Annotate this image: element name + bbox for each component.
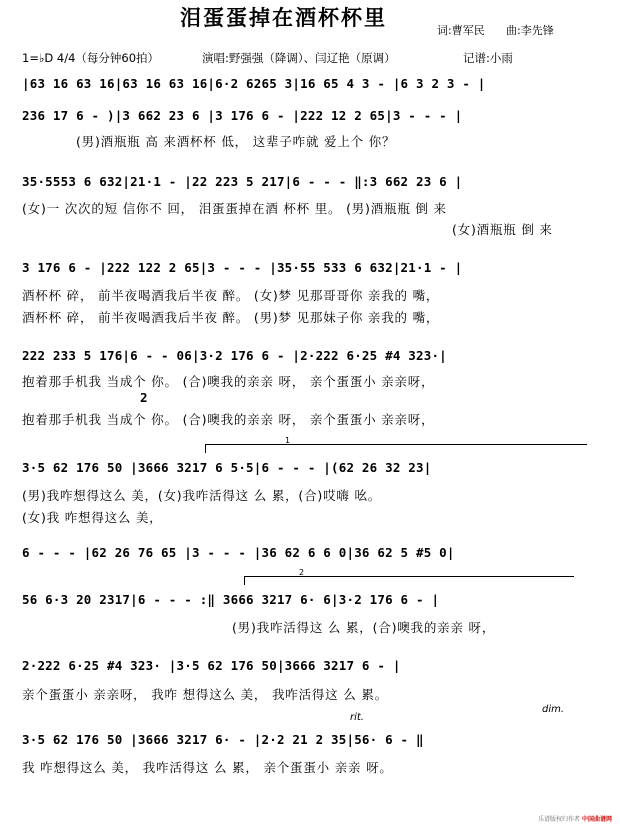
score-line-5: 222 233 5 176|6 - - 06|3·2 176 6 - |2·222 6·25 #4 323·| (22, 348, 447, 363)
lyric-line-6: 抱着那手机我 当成个 你。 (合)噢我的亲亲 呀， 亲个蛋蛋小 亲亲呀， (22, 374, 435, 389)
lyric-line-5: 酒杯杯 碎， 前半夜喝酒我后半夜 醉。 (男)梦 见那妹子你 亲我的 嘴， (22, 310, 440, 325)
lyric-line-11: 亲个蛋蛋小 亲亲呀， 我咋 想得这么 美， 我咋活得这 么 累。 (22, 687, 388, 702)
watermark-prefix: 乐谱版权归作者 (538, 816, 581, 823)
score-line-9: 2·222 6·25 #4 323· |3·5 62 176 50|3666 3217 6 - | (22, 658, 401, 673)
song-title: 泪蛋蛋掉在酒杯杯里 (180, 5, 387, 30)
lyricist-credit: 词:曹军民 (437, 24, 485, 37)
volta-bracket-1 (205, 436, 587, 445)
watermark (538, 814, 612, 823)
score-line-7: 6 - - - |62 26 76 65 |3 - - - |36 62 6 6 0|36 62 5 #5 0| (22, 545, 455, 560)
score-line-8: 56 6·3 20 2317|6 - - - :‖ 3666 3217 6· 6|3·2 176 6 - | (22, 592, 440, 607)
volta-number-2: 2 (299, 568, 305, 577)
lyric-line-9: (女)我 咋想得这么 美， (22, 510, 163, 525)
lyric-line-7: 抱着那手机我 当成个 你。 (合)噢我的亲亲 呀， 亲个蛋蛋小 亲亲呀， (22, 412, 435, 427)
lyric-line-2: (女)一 次次的短 信你不 回， 泪蛋蛋掉在酒 杯杯 里。 (男)酒瓶瓶 倒 来 (22, 201, 447, 216)
lyric-line-12: 我 咋想得这么 美， 我咋活得这 么 累， 亲个蛋蛋小 亲亲 呀。 (22, 760, 393, 775)
score-line-10: 3·5 62 176 50 |3666 3217 6· - |2·2 21 2 35|56· 6 - ‖ (22, 732, 424, 747)
singers-credit: 演唱:野强强（降调）、闫辽艳（原调） (202, 51, 396, 65)
dim-marking: dim. (542, 704, 565, 715)
transcriber-credit: 记谱:小雨 (463, 51, 513, 65)
rit-marking: rit. (350, 712, 364, 723)
lyric-line-4: 酒杯杯 碎， 前半夜喝酒我后半夜 醉。 (女)梦 见那哥哥你 亲我的 嘴， (22, 288, 440, 303)
key-tempo: 1=♭D 4/4（每分钟60拍） (22, 51, 160, 65)
watermark-site: 中国曲谱网 (581, 816, 612, 823)
score-line-6: 3·5 62 176 50 |3666 3217 6 5·5|6 - - - |(62 26 32 23| (22, 460, 432, 475)
lyric-line-10: (男)我咋活得这 么 累，(合)噢我的亲亲 呀， (232, 620, 496, 635)
volta-bracket-2 (244, 568, 574, 577)
score-line-1: |63 16 63 16|63 16 63 16|6·2 6265 3|16 65 4 3 - |6 3 2 3 - | (22, 76, 486, 91)
volta-number-1: 1 (285, 436, 291, 445)
lyric-line-8: (男)我咋想得这么 美，(女)我咋活得这 么 累，(合)哎嗨 吆。 (22, 488, 382, 503)
score-line-2: 236 17 6 - )|3 662 23 6 |3 176 6 - |222 12 2 65|3 - - - | (22, 108, 463, 123)
score-line-4: 3 176 6 - |222 122 2 65|3 - - - |35·55 533 6 632|21·1 - | (22, 260, 463, 275)
lyric-line-3: (女)酒瓶瓶 倒 来 (452, 222, 553, 237)
repeat-number: 2 (140, 390, 148, 405)
lyric-line-1: (男)酒瓶瓶 高 来酒杯杯 低， 这辈子咋就 爱上个 你？ (76, 134, 396, 149)
composer-credit: 曲:李先锋 (506, 24, 554, 37)
score-line-3: 35·5553 6 632|21·1 - |22 223 5 217|6 - - - ‖:3 662 23 6 | (22, 174, 463, 189)
